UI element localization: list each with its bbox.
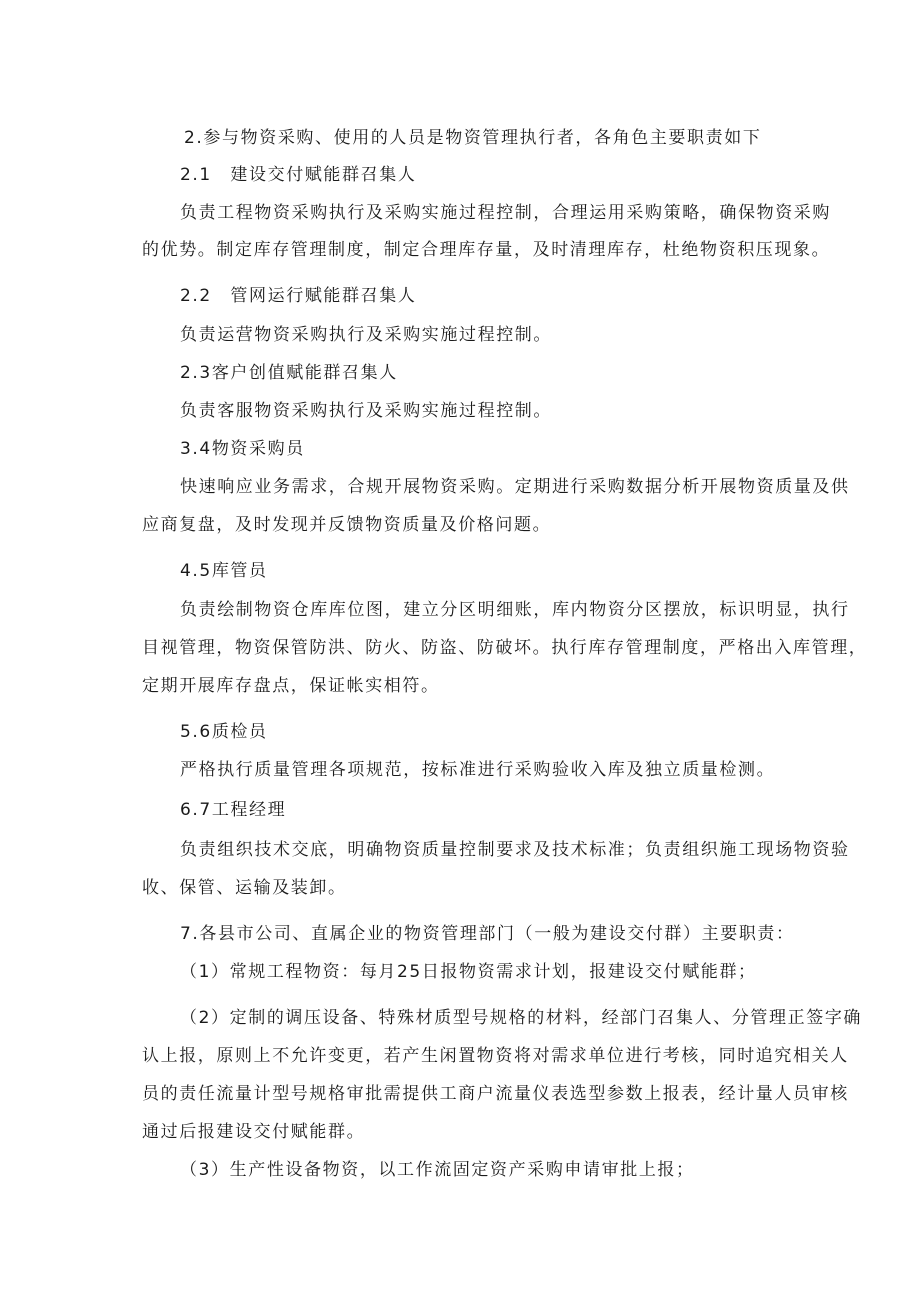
item-2-line-1: （2）定制的调压设备、特殊材质型号规格的材料，经部门召集人、分管理正签字确: [180, 1008, 863, 1028]
section-2-heading: 2.参与物资采购、使用的人员是物资管理执行者，各角色主要职责如下: [184, 128, 762, 148]
role-duty-2-1-line-1: 负责工程物资采购执行及采购实施过程控制，合理运用采购策略，确保物资采购: [180, 203, 831, 223]
role-heading-3-4: 3.4物资采购员: [180, 439, 305, 459]
role-duty-6-7-line-1: 负责组织技术交底，明确物资质量控制要求及技术标准；负责组织施工现场物资验: [180, 840, 850, 860]
role-heading-5-6: 5.6质检员: [180, 722, 268, 742]
role-duty-3-4-line-1: 快速响应业务需求，合规开展物资采购。定期进行采购数据分析开展物资质量及供: [180, 477, 850, 497]
role-heading-6-7: 6.7工程经理: [180, 800, 287, 820]
item-2-line-3: 员的责任流量计型号规格审批需提供工商户流量仪表选型参数上报表，经计量人员审核: [142, 1084, 849, 1104]
role-heading-2-3: 2.3客户创值赋能群召集人: [180, 363, 398, 383]
role-duty-5-6: 严格执行质量管理各项规范，按标准进行采购验收入库及独立质量检测。: [180, 760, 776, 780]
role-duty-6-7-line-2: 收、保管、运输及装卸。: [142, 878, 347, 898]
section-7-heading: 7.各县市公司、直属企业的物资管理部门（一般为建设交付群）主要职责：: [180, 924, 795, 944]
item-2-line-2: 认上报，原则上不允许变更，若产生闲置物资将对需求单位进行考核，同时追究相关人: [142, 1046, 849, 1066]
role-duty-4-5-line-2: 目视管理，物资保管防洪、防火、防盗、防破坏。执行库存管理制度，严格出入库管理，: [142, 638, 868, 658]
item-2-line-4: 通过后报建设交付赋能群。: [142, 1122, 366, 1142]
item-1: （1）常规工程物资：每月25日报物资需求计划，报建设交付赋能群；: [180, 962, 757, 982]
role-heading-2-1: 2.1 建设交付赋能群召集人: [180, 165, 417, 185]
item-3: （3）生产性设备物资，以工作流固定资产采购申请审批上报；: [180, 1160, 695, 1180]
role-duty-2-2: 负责运营物资采购执行及采购实施过程控制。: [180, 325, 552, 345]
role-duty-4-5-line-3: 定期开展库存盘点，保证帐实相符。: [142, 676, 440, 696]
role-heading-4-5: 4.5库管员: [180, 561, 268, 581]
role-duty-2-3: 负责客服物资采购执行及采购实施过程控制。: [180, 401, 552, 421]
role-duty-3-4-line-2: 应商复盘，及时发现并反馈物资质量及价格问题。: [142, 515, 552, 535]
role-duty-2-1-line-2: 的优势。制定库存管理制度，制定合理库存量，及时清理库存，杜绝物资积压现象。: [142, 240, 831, 260]
role-duty-4-5-line-1: 负责绘制物资仓库库位图，建立分区明细账，库内物资分区摆放，标识明显，执行: [180, 600, 850, 620]
role-heading-2-2: 2.2 管网运行赋能群召集人: [180, 286, 417, 306]
